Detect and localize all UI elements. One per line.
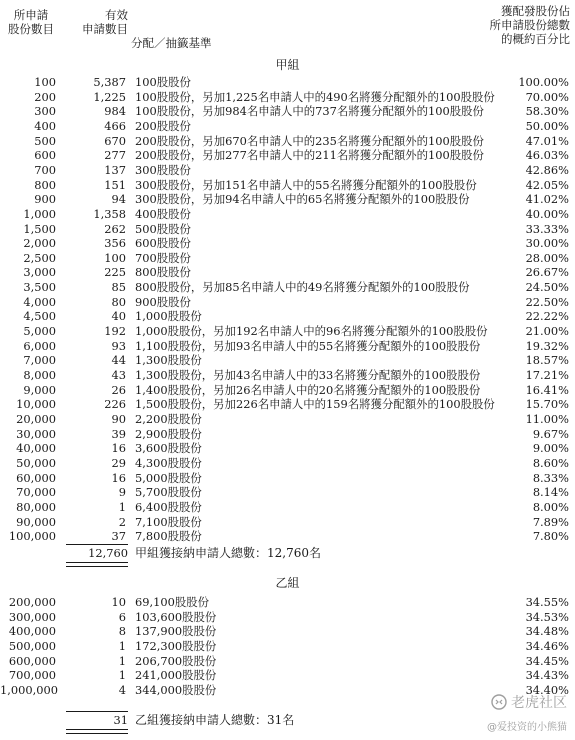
header-approx-percentage: 獲配發股份佔 所申請股份總數 的概約百分比 <box>489 4 570 46</box>
applied-shares-cell: 2,000 <box>23 236 56 251</box>
table-row <box>0 178 575 193</box>
applied-shares-cell: 400,000 <box>8 624 56 639</box>
percentage-cell: 9.00% <box>532 441 569 456</box>
percentage-cell: 41.02% <box>525 192 569 207</box>
watermark-site-text: 老虎社区 <box>511 695 567 711</box>
table-row <box>0 265 575 280</box>
table-row <box>0 383 575 398</box>
allotment-basis-cell: 4,300股股份 <box>135 455 202 470</box>
percentage-cell: 34.40% <box>525 682 569 697</box>
applied-shares-cell: 50,000 <box>16 455 56 470</box>
valid-applications-cell: 4 <box>118 682 126 697</box>
valid-applications-cell: 16 <box>111 470 126 485</box>
allotment-basis-cell: 300股股份 <box>135 162 191 177</box>
allotment-basis-cell: 69,100股股份 <box>135 595 210 609</box>
allotment-basis-cell: 200股股份，另加277名申請人中的211名將獲分配額外的100股股份 <box>135 148 484 163</box>
percentage-cell: 16.41% <box>525 382 569 397</box>
applied-shares-cell: 400 <box>34 118 56 133</box>
group-a-total-count: 12,760 <box>88 546 128 560</box>
percentage-cell: 7.80% <box>532 529 569 544</box>
applied-shares-cell: 900 <box>34 192 56 207</box>
allotment-basis-cell: 1,000股股份 <box>135 309 202 324</box>
allotment-basis-cell: 100股股份 <box>135 75 191 89</box>
applied-shares-cell: 100,000 <box>8 529 56 544</box>
valid-applications-cell: 466 <box>104 118 126 133</box>
table-row <box>0 668 575 683</box>
valid-applications-cell: 1 <box>118 638 126 653</box>
applied-shares-cell: 4,500 <box>23 309 56 324</box>
applied-shares-cell: 500,000 <box>8 638 56 653</box>
applied-shares-cell: 700,000 <box>8 668 56 683</box>
percentage-cell: 21.00% <box>525 324 569 339</box>
valid-applications-cell: 44 <box>111 353 126 368</box>
percentage-cell: 42.05% <box>525 177 569 192</box>
valid-applications-cell: 226 <box>104 397 126 412</box>
table-row <box>0 324 575 339</box>
applied-shares-cell: 30,000 <box>16 426 56 441</box>
valid-applications-cell: 262 <box>104 221 126 236</box>
allotment-basis-cell: 200股股份 <box>135 118 191 133</box>
percentage-cell: 15.70% <box>525 397 569 412</box>
table-row <box>0 339 575 354</box>
allotment-basis-cell: 206,700股股份 <box>135 653 217 668</box>
applied-shares-cell: 1,000,000 <box>0 682 58 697</box>
applied-shares-cell: 300,000 <box>8 609 56 624</box>
table-row <box>0 471 575 486</box>
percentage-cell: 47.01% <box>525 133 569 148</box>
allotment-basis-cell: 1,400股股份，另加26名申請人中的20名將獲分配額外的100股股份 <box>135 382 481 397</box>
applied-shares-cell: 300 <box>34 104 56 119</box>
percentage-cell: 11.00% <box>525 411 569 426</box>
table-row <box>0 654 575 669</box>
table-row <box>0 104 575 119</box>
table-row <box>0 441 575 456</box>
percentage-cell: 50.00% <box>525 118 569 133</box>
header-applied-shares: 所申請 股份數目 <box>8 8 54 36</box>
applied-shares-cell: 8,000 <box>23 368 56 382</box>
percentage-cell: 42.86% <box>525 162 569 177</box>
table-row <box>0 683 575 698</box>
valid-applications-cell: 192 <box>104 324 126 339</box>
valid-applications-cell: 151 <box>104 177 126 192</box>
valid-applications-cell: 2 <box>118 514 126 529</box>
percentage-cell: 40.00% <box>525 206 569 221</box>
allotment-basis-cell: 600股股份 <box>135 236 191 251</box>
table-row <box>0 639 575 654</box>
percentage-cell: 22.22% <box>525 309 569 324</box>
valid-applications-cell: 94 <box>111 192 126 207</box>
table-row <box>0 309 575 324</box>
group-a-total-double-rule <box>66 562 128 567</box>
allotment-basis-cell: 100股股份，另加984名申請人中的737名將獲分配額外的100股股份 <box>135 104 484 119</box>
table-row <box>0 134 575 149</box>
applied-shares-cell: 3,000 <box>23 265 56 280</box>
table-row <box>0 295 575 310</box>
percentage-cell: 7.89% <box>532 514 569 529</box>
applied-shares-cell: 7,000 <box>23 353 56 368</box>
percentage-cell: 70.00% <box>525 89 569 104</box>
valid-applications-cell: 85 <box>111 280 126 295</box>
percentage-cell: 9.67% <box>532 426 569 441</box>
valid-applications-cell: 80 <box>111 294 126 309</box>
valid-applications-cell: 16 <box>111 441 126 456</box>
valid-applications-cell: 6 <box>118 609 126 624</box>
applied-shares-cell: 800 <box>34 177 56 192</box>
table-row <box>0 412 575 427</box>
percentage-cell: 8.60% <box>532 455 569 470</box>
valid-applications-cell: 29 <box>111 455 126 470</box>
percentage-cell: 46.03% <box>525 148 569 163</box>
applied-shares-cell: 500 <box>34 133 56 148</box>
table-row <box>0 280 575 295</box>
table-row <box>0 368 575 383</box>
applied-shares-cell: 60,000 <box>16 470 56 485</box>
table-row <box>0 236 575 251</box>
applied-shares-cell: 6,000 <box>23 338 56 353</box>
applied-shares-cell: 70,000 <box>16 485 56 500</box>
percentage-cell: 34.55% <box>525 595 569 609</box>
table-row <box>0 485 575 500</box>
valid-applications-cell: 356 <box>104 236 126 251</box>
percentage-cell: 24.50% <box>525 280 569 295</box>
valid-applications-cell: 670 <box>104 133 126 148</box>
percentage-cell: 100.00% <box>518 75 569 89</box>
valid-applications-cell: 1 <box>118 653 126 668</box>
group-b-total-rule <box>66 711 128 712</box>
allotment-basis-cell: 700股股份 <box>135 250 191 265</box>
percentage-cell: 34.53% <box>525 609 569 624</box>
allotment-basis-cell: 1,100股股份，另加93名申請人中的55名將獲分配額外的100股股份 <box>135 338 481 353</box>
percentage-cell: 34.46% <box>525 638 569 653</box>
percentage-cell: 19.32% <box>525 338 569 353</box>
valid-applications-cell: 1 <box>118 668 126 683</box>
allotment-basis-cell: 1,300股股份，另加43名申請人中的33名將獲分配額外的100股股份 <box>135 368 481 382</box>
table-row <box>0 148 575 163</box>
allotment-basis-cell: 500股股份 <box>135 221 191 236</box>
allotment-basis-cell: 5,700股股份 <box>135 485 202 500</box>
allotment-basis-cell: 5,000股股份 <box>135 470 202 485</box>
applied-shares-cell: 90,000 <box>16 514 56 529</box>
table-row <box>0 529 575 544</box>
table-row <box>0 500 575 515</box>
valid-applications-cell: 90 <box>111 411 126 426</box>
valid-applications-cell: 39 <box>111 426 126 441</box>
allotment-basis-cell: 344,000股股份 <box>135 682 217 697</box>
applied-shares-cell: 10,000 <box>16 397 56 412</box>
percentage-cell: 34.43% <box>525 668 569 683</box>
header-valid-applications: 有效 申請數目 <box>82 8 128 36</box>
header-allotment-basis: 分配／抽籤基準 <box>131 36 212 50</box>
allotment-basis-cell: 1,300股股份 <box>135 353 202 368</box>
percentage-cell: 33.33% <box>525 221 569 236</box>
allotment-basis-cell: 103,600股股份 <box>135 609 217 624</box>
valid-applications-cell: 277 <box>104 148 126 163</box>
percentage-cell: 28.00% <box>525 250 569 265</box>
percentage-cell: 26.67% <box>525 265 569 280</box>
valid-applications-cell: 5,387 <box>93 75 126 89</box>
allotment-basis-cell: 241,000股股份 <box>135 668 217 683</box>
valid-applications-cell: 43 <box>111 368 126 382</box>
group-b-total-label: 乙組獲接納申請人總數：31名 <box>135 713 295 727</box>
watermark-user: @爱投资的小熊猫 <box>487 722 567 733</box>
allotment-basis-cell: 2,900股股份 <box>135 426 202 441</box>
valid-applications-cell: 40 <box>111 309 126 324</box>
percentage-cell: 8.33% <box>532 470 569 485</box>
valid-applications-cell: 1,358 <box>93 206 126 221</box>
allotment-basis-cell: 7,800股股份 <box>135 529 202 544</box>
allotment-basis-cell: 100股股份，另加1,225名申請人中的490名將獲分配額外的100股股份 <box>135 89 495 104</box>
valid-applications-cell: 225 <box>104 265 126 280</box>
valid-applications-cell: 9 <box>118 485 126 500</box>
table-row <box>0 163 575 178</box>
valid-applications-cell: 8 <box>118 624 126 639</box>
table-row <box>0 192 575 207</box>
applied-shares-cell: 3,500 <box>23 280 56 295</box>
allotment-basis-cell: 3,600股股份 <box>135 441 202 456</box>
percentage-cell: 8.14% <box>532 485 569 500</box>
allotment-basis-cell: 2,200股股份 <box>135 411 202 426</box>
valid-applications-cell: 93 <box>111 338 126 353</box>
valid-applications-cell: 100 <box>104 250 126 265</box>
group-a-title: 甲組 <box>275 58 300 72</box>
valid-applications-cell: 137 <box>104 162 126 177</box>
group-b-title: 乙組 <box>275 576 300 590</box>
percentage-cell: 8.00% <box>532 499 569 514</box>
allotment-basis-cell: 200股股份，另加670名申請人中的235名將獲分配額外的100股股份 <box>135 133 484 148</box>
allotment-basis-cell: 300股股份，另加151名申請人中的55名將獲分配額外的100股股份 <box>135 177 477 192</box>
valid-applications-cell: 1,225 <box>93 89 126 104</box>
percentage-cell: 30.00% <box>525 236 569 251</box>
table-row <box>0 595 575 610</box>
valid-applications-cell: 37 <box>111 529 126 544</box>
valid-applications-cell: 10 <box>111 595 126 609</box>
tiger-icon <box>491 694 507 710</box>
allotment-basis-cell: 900股股份 <box>135 294 191 309</box>
allotment-basis-cell: 800股股份，另加85名申請人中的49名將獲分配額外的100股股份 <box>135 280 470 295</box>
applied-shares-cell: 700 <box>34 162 56 177</box>
applied-shares-cell: 200 <box>34 89 56 104</box>
applied-shares-cell: 200,000 <box>8 595 56 609</box>
table-row <box>0 610 575 625</box>
table-row <box>0 207 575 222</box>
percentage-cell: 34.45% <box>525 653 569 668</box>
applied-shares-cell: 100 <box>34 75 56 89</box>
applied-shares-cell: 2,500 <box>23 250 56 265</box>
applied-shares-cell: 80,000 <box>16 499 56 514</box>
percentage-cell: 58.30% <box>525 104 569 119</box>
applied-shares-cell: 20,000 <box>16 411 56 426</box>
applied-shares-cell: 40,000 <box>16 441 56 456</box>
table-row <box>0 397 575 412</box>
allotment-basis-cell: 800股股份 <box>135 265 191 280</box>
table-row <box>0 75 575 90</box>
percentage-cell: 18.57% <box>525 353 569 368</box>
applied-shares-cell: 9,000 <box>23 382 56 397</box>
percentage-cell: 17.21% <box>525 368 569 382</box>
table-row <box>0 353 575 368</box>
table-row <box>0 90 575 105</box>
valid-applications-cell: 26 <box>111 382 126 397</box>
applied-shares-cell: 1,000 <box>23 206 56 221</box>
allotment-basis-cell: 6,400股股份 <box>135 499 202 514</box>
table-row <box>0 456 575 471</box>
allotment-basis-cell: 400股股份 <box>135 206 191 221</box>
allotment-basis-cell: 137,900股股份 <box>135 624 217 639</box>
applied-shares-cell: 4,000 <box>23 294 56 309</box>
valid-applications-cell: 1 <box>118 499 126 514</box>
table-row <box>0 624 575 639</box>
percentage-cell: 34.48% <box>525 624 569 639</box>
group-a-total-rule <box>66 544 128 545</box>
table-row <box>0 222 575 237</box>
applied-shares-cell: 600,000 <box>8 653 56 668</box>
allotment-basis-cell: 172,300股股份 <box>135 638 217 653</box>
table-row <box>0 427 575 442</box>
applied-shares-cell: 600 <box>34 148 56 163</box>
allotment-basis-cell: 7,100股股份 <box>135 514 202 529</box>
applied-shares-cell: 5,000 <box>23 324 56 339</box>
valid-applications-cell: 984 <box>104 104 126 119</box>
allotment-basis-cell: 1,500股股份，另加226名申請人中的159名將獲分配額外的100股股份 <box>135 397 495 412</box>
table-row <box>0 251 575 266</box>
watermark-site <box>491 692 567 712</box>
group-b-total-count: 31 <box>113 713 128 727</box>
applied-shares-cell: 1,500 <box>23 221 56 236</box>
group-b-total-double-rule <box>66 729 128 734</box>
percentage-cell: 22.50% <box>525 294 569 309</box>
table-row <box>0 515 575 530</box>
allotment-basis-cell: 300股股份，另加94名申請人中的65名將獲分配額外的100股股份 <box>135 192 470 207</box>
allotment-basis-cell: 1,000股股份，另加192名申請人中的96名將獲分配額外的100股股份 <box>135 324 488 339</box>
group-a-total-label: 甲組獲接納申請人總數：12,760名 <box>135 546 321 560</box>
table-row <box>0 119 575 134</box>
